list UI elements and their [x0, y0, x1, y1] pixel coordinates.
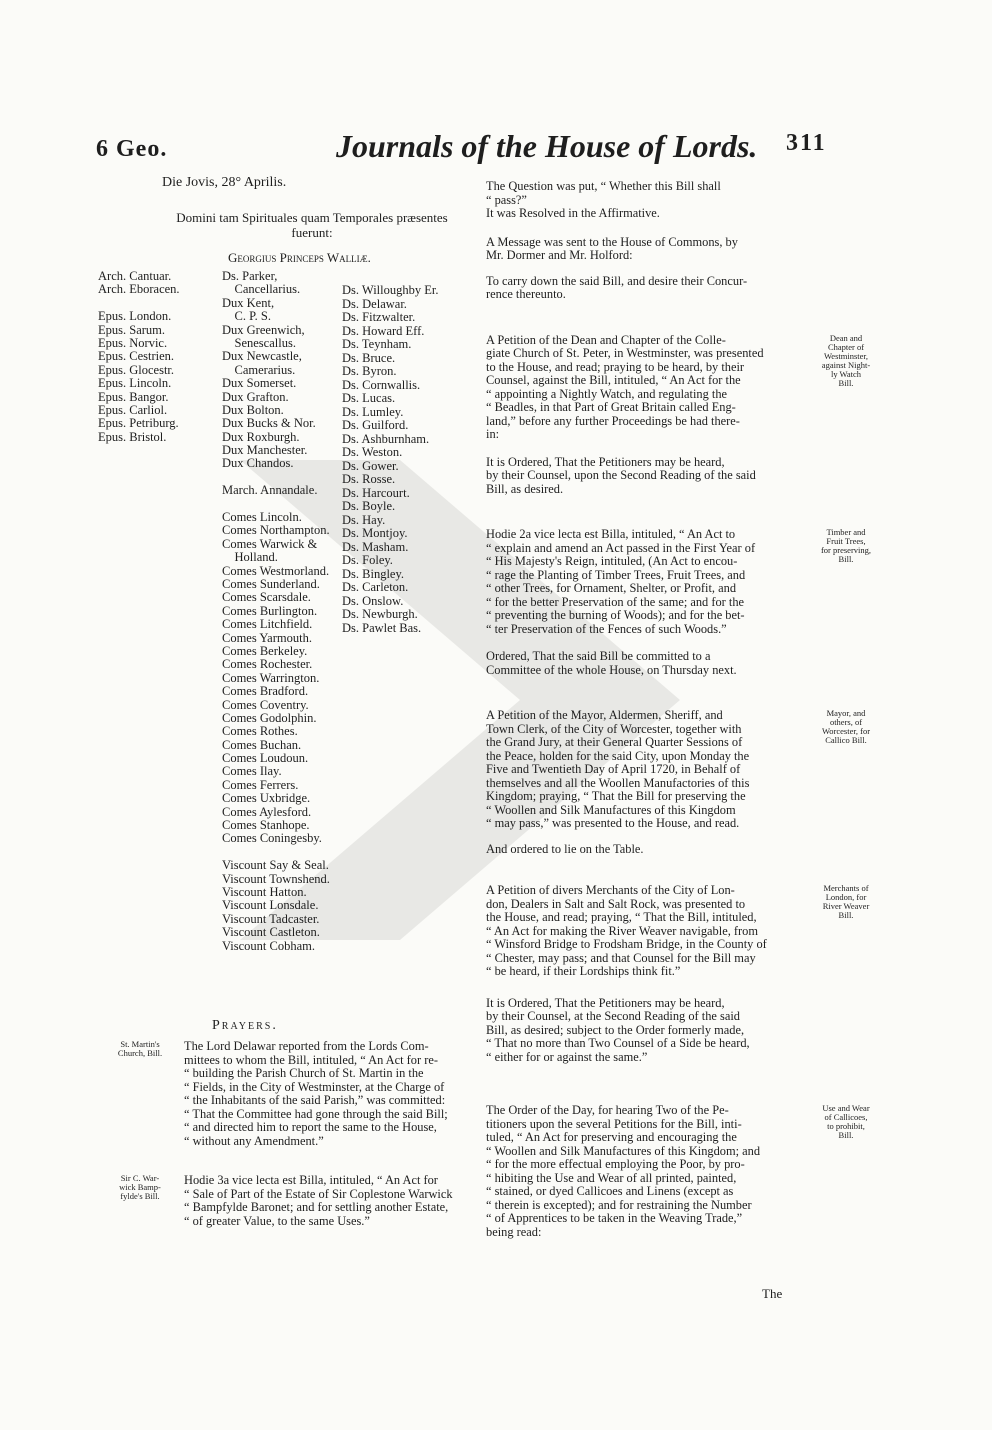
lord-name: Comes Berkeley. — [222, 643, 308, 658]
lord-name: Comes Litchfield. — [222, 617, 313, 632]
lord-name: Comes Coningesby. — [222, 831, 322, 846]
lord-name: Dux Grafton. — [222, 389, 289, 404]
lord-name: Viscount Townshend. — [222, 871, 330, 886]
prince-line: Georgius Princeps Walliæ. — [228, 250, 371, 265]
entry-line: The Order of the Day, for hearing Two of the Pe- — [486, 1103, 729, 1117]
entry-line: by their Counsel, at the Second Reading of the said — [486, 1009, 740, 1023]
entry-line: Ordered, That the said Bill be committed to a — [486, 649, 711, 663]
entry-line: Bill, as desired. — [486, 481, 564, 496]
entry-line: “ explain and amend an Act passed in the First Year of — [486, 540, 756, 555]
present-line-1: Domini tam Spirituales quam Temporales præsentes — [176, 210, 448, 225]
entry-line: A Petition of the Mayor, Aldermen, Sheriff, and — [486, 708, 723, 722]
margin-note-line: Bill. — [838, 554, 854, 564]
entry-line: being read: — [486, 1224, 542, 1239]
entry-line: Counsel, against the Bill, intituled, “ An Act for the — [486, 373, 741, 387]
lord-name: Viscount Cobham. — [222, 938, 315, 953]
lord-name: Dux Bucks & Nor. — [222, 416, 316, 431]
entry-line: A Petition of the Dean and Chapter of the Colle- — [486, 332, 726, 347]
margin-note-line: wick Bamp- — [119, 1182, 161, 1192]
entry-line: “ Chester, may pass; and that Counsel for the Bill may — [486, 950, 756, 965]
margin-note-line: Fruit Trees, — [826, 536, 866, 546]
margin-note-line: Church, Bill. — [117, 1048, 163, 1058]
margin-note-line: fylde's Bill. — [120, 1191, 160, 1201]
entry-line: “ be heard, if their Lordships think fit.” — [486, 964, 681, 978]
lord-name: Epus. Sarum. — [98, 322, 166, 337]
lord-name: Epus. Bristol. — [98, 429, 167, 444]
margin-note-line: others, of — [829, 717, 863, 727]
margin-note — [804, 334, 888, 388]
entry-line: The Lord Delawar reported from the Lords Com- — [184, 1039, 429, 1053]
entry-line: don, Dealers in Salt and Salt Rock, was presented to — [486, 896, 746, 911]
lord-name: Comes Northampton. — [222, 523, 330, 538]
entry-line: “ pass?” — [486, 192, 527, 207]
lord-name: Comes Loudoun. — [222, 751, 309, 766]
lord-name: C. P. S. — [222, 309, 271, 324]
lord-name: Ds. Carleton. — [342, 580, 409, 594]
margin-note-line: Use and Wear — [822, 1103, 870, 1113]
lord-name: Comes Warrington. — [222, 670, 320, 685]
lord-name: Dux Roxburgh. — [222, 429, 300, 444]
lord-name — [222, 498, 330, 511]
entry-line: “ Bampfylde Baronet; and for settling another Estate, — [184, 1200, 449, 1214]
entry-line: Bill, as desired; subject to the Order formerly made, — [486, 1022, 745, 1037]
entry-line: The Question was put, “ Whether this Bill shall — [486, 179, 721, 193]
lord-name: Ds. Howard Eff. — [342, 323, 425, 338]
lord-name: Comes Sunderland. — [222, 576, 320, 591]
lord-name: Dux Bolton. — [222, 402, 284, 417]
catchword: The — [762, 1286, 783, 1301]
lord-name: Epus. Lincoln. — [98, 376, 172, 391]
entry-line: Committee of the whole House, on Thursday next. — [486, 662, 737, 677]
entry-line: titioners upon the several Petitions for the Bill, inti- — [486, 1116, 742, 1131]
lord-name: Epus. Petriburg. — [98, 416, 179, 431]
lord-name: Ds. Boyle. — [342, 499, 396, 513]
lord-name: Comes Burlington. — [222, 603, 318, 618]
lords-column-temporal — [222, 270, 330, 953]
lord-name: Ds. Bingley. — [342, 566, 405, 581]
lord-name: Dux Chandos. — [222, 456, 294, 471]
entry-line: It is Ordered, That the Petitioners may be heard, — [486, 454, 725, 469]
lord-name: Ds. Bruce. — [342, 350, 396, 365]
lord-name: Dux Newcastle, — [222, 349, 302, 364]
sitting-heading — [162, 175, 462, 190]
lord-name: Epus. Cestrien. — [98, 349, 175, 364]
entry-line: “ Beadles, in that Part of Great Britain called Eng- — [486, 400, 736, 414]
lord-name: Comes Aylesford. — [222, 804, 312, 819]
entry-line: the Peace, holden for the said City, upon Monday the — [486, 748, 750, 763]
lord-name: Viscount Say & Seal. — [222, 858, 329, 873]
lord-name: Viscount Hatton. — [222, 884, 307, 899]
entry-line: Five and Twentieth Day of April 1720, in Behalf of — [486, 762, 741, 776]
margin-note-line: to prohibit, — [827, 1121, 865, 1131]
lord-name: Epus. Glocestr. — [98, 362, 175, 377]
entry-line: “ stained, or dyed Callicoes and Linens (except as — [486, 1184, 734, 1198]
prayers-heading: Prayers. — [212, 1018, 278, 1033]
lord-name: Comes Rochester. — [222, 657, 313, 672]
entry-line: Hodie 2a vice lecta est Billa, intituled, “ An Act to — [486, 527, 736, 541]
lord-name: Ds. Byron. — [342, 364, 397, 378]
margin-note-line: Mayor, and — [826, 708, 866, 718]
lord-name: Ds. Foley. — [342, 553, 393, 567]
lords-column-bishops — [98, 270, 180, 444]
lord-name: Ds. Onslow. — [342, 593, 404, 608]
margin-note-line: Timber and — [826, 527, 866, 537]
lord-name — [222, 471, 330, 484]
lord-name: Comes Coventry. — [222, 697, 309, 712]
lord-name: Ds. Delawar. — [342, 296, 407, 311]
lord-name: Ds. Pawlet Bas. — [342, 620, 422, 635]
lord-name — [222, 846, 330, 859]
entry-line: Hodie 3a vice lecta est Billa, intituled, “ An Act for — [184, 1173, 438, 1187]
entry-line: A Petition of divers Merchants of the City of Lon- — [486, 883, 735, 897]
margin-note — [804, 1104, 888, 1140]
entry-line: “ ter Preservation of the Fences of such Woods.” — [486, 621, 727, 636]
margin-note — [804, 528, 888, 564]
lord-name: Viscount Lonsdale. — [222, 898, 319, 913]
entry-line: “ Sale of Part of the Estate of Sir Coplestone Warwick — [184, 1186, 453, 1201]
entry-line: land,” before any further Proceedings be had there- — [486, 413, 740, 428]
entry-line: rence thereunto. — [486, 287, 566, 301]
entry-line: “ rage the Planting of Timber Trees, Fruit Trees, and — [486, 567, 746, 582]
entry-line: “ may pass,” was presented to the House, and read. — [486, 816, 740, 830]
margin-note-line: against Night- — [821, 359, 871, 370]
present-line — [162, 210, 462, 240]
lord-name — [98, 297, 180, 310]
margin-note-line: Chapter of — [827, 341, 865, 352]
page-number: 311 — [786, 130, 827, 156]
lord-name: Comes Westmorland. — [222, 563, 330, 578]
entry-line: A Message was sent to the House of Commons, by — [486, 234, 738, 249]
lord-name: Comes Ferrers. — [222, 777, 299, 792]
margin-note-line: Bill. — [838, 910, 854, 920]
margin-note — [98, 1174, 182, 1201]
lord-name: Ds. Newburgh. — [342, 607, 418, 621]
margin-note-line: ly Watch — [830, 368, 862, 379]
lord-name: Ds. Lucas. — [342, 391, 396, 405]
lord-name: Ds. Rosse. — [342, 472, 396, 486]
lord-name: Viscount Castleton. — [222, 925, 320, 940]
lord-name: Comes Buchan. — [222, 737, 302, 752]
lord-name: Senescallus. — [222, 335, 296, 350]
running-header-title: Journals of the House of Lords. — [336, 128, 758, 164]
lord-name: Comes Scarsdale. — [222, 590, 311, 605]
margin-note-line: Merchants of — [823, 883, 869, 893]
entry-line: “ of Apprentices to be taken in the Weaving Trade,” — [486, 1211, 743, 1225]
entry-line: “ Woollen and Silk Manufactures of this Kingdom — [486, 802, 736, 817]
entry-line: “ either for or against the same.” — [486, 1049, 648, 1064]
lord-name: Comes Godolphin. — [222, 710, 317, 725]
lord-name: Viscount Tadcaster. — [222, 911, 320, 926]
entry-line: “ That the Committee had gone through the said Bill; — [184, 1106, 448, 1121]
entry-line: “ appointing a Nightly Watch, and regulating the — [486, 386, 728, 401]
lord-name: Ds. Masham. — [342, 539, 409, 554]
margin-note-line: Sir C. War- — [120, 1173, 160, 1183]
entry-line: “ That no more than Two Counsel of a Side be heard, — [486, 1036, 750, 1050]
entry-line: Mr. Dormer and Mr. Holford: — [486, 248, 633, 262]
lord-name: Comes Uxbridge. — [222, 791, 311, 806]
margin-note-line: River Weaver — [822, 901, 870, 911]
lord-name: Arch. Eboracen. — [98, 282, 180, 297]
lord-name: Cancellarius. — [222, 282, 301, 297]
entry-line: It was Resolved in the Affirmative. — [486, 206, 660, 220]
lord-name: Comes Rothes. — [222, 724, 298, 739]
lord-name: Ds. Ashburnham. — [342, 431, 430, 446]
entry-line: by their Counsel, upon the Second Reading of the said — [486, 468, 756, 482]
margin-note-line: St. Martin's — [120, 1039, 160, 1049]
margin-note-line: Callico Bill. — [825, 735, 867, 745]
lord-name: Ds. Hay. — [342, 512, 386, 527]
lord-name: Epus. Carliol. — [98, 402, 168, 417]
margin-note — [804, 884, 888, 920]
entry-line: in: — [486, 427, 500, 441]
entry-line: tuled, “ An Act for preserving and encouraging the — [486, 1130, 737, 1144]
lord-name: Dux Manchester. — [222, 443, 308, 458]
entry-line: “ Woollen and Silk Manufactures of this Kingdom; and — [486, 1143, 761, 1158]
lord-name: Ds. Parker, — [222, 269, 278, 283]
lord-name: Comes Yarmouth. — [222, 630, 312, 645]
entry-line: “ for the better Preservation of the same; and for the — [486, 594, 745, 609]
entry-line: “ other Trees, for Ornament, Shelter, or Profit, and — [486, 581, 737, 595]
margin-note — [98, 1040, 182, 1058]
entry-line: “ Winsford Bridge to Frodsham Bridge, in the County of — [486, 937, 767, 951]
margin-note-line: Westminster, — [823, 350, 869, 361]
entry-line: “ His Majesty's Reign, intituled, (An Act to encou- — [486, 554, 738, 568]
lord-name: Ds. Weston. — [342, 445, 403, 459]
margin-note-line: Bill. — [838, 1130, 854, 1140]
margin-note-line: of Callicoes, — [824, 1112, 868, 1122]
entry-line: “ Fields, in the City of Westminster, at the Charge of — [184, 1079, 445, 1094]
entry-line: themselves and all the Woollen Manufactories of this — [486, 775, 750, 790]
entry-line: It is Ordered, That the Petitioners may be heard, — [486, 995, 725, 1010]
lord-name: Comes Warwick & — [222, 536, 318, 551]
lord-name: March. Annandale. — [222, 483, 318, 498]
entry-line: To carry down the said Bill, and desire their Concur- — [486, 273, 748, 288]
lord-name: Holland. — [222, 550, 278, 565]
lord-name: Ds. Gower. — [342, 458, 399, 473]
entry-line: “ building the Parish Church of St. Martin in the — [184, 1066, 424, 1080]
entry-line: “ therein is excepted); and for restraining the Number — [486, 1197, 752, 1212]
lord-name: Ds. Harcourt. — [342, 485, 410, 500]
entry-line: giate Church of St. Peter, in Westminster, was presented — [486, 346, 764, 360]
lord-name: Dux Kent, — [222, 295, 275, 310]
lord-name: Comes Ilay. — [222, 764, 282, 779]
margin-note-line: Worcester, for — [821, 726, 871, 736]
lord-name: Ds. Montjoy. — [342, 526, 408, 540]
running-header-left: 6 Geo. — [96, 136, 168, 162]
lord-name: Epus. Norvic. — [98, 335, 168, 350]
margin-note-line: Dean and — [829, 332, 863, 343]
lord-name: Epus. Bangor. — [98, 389, 169, 404]
lord-name: Dux Greenwich, — [222, 322, 305, 337]
lord-name: Comes Bradford. — [222, 684, 309, 699]
entry-line: Town Clerk, of the City of Worcester, together with — [486, 721, 742, 736]
sitting-date: Die Jovis, 28° Aprilis. — [162, 175, 287, 190]
entry-line: mittees to whom the Bill, intituled, “ An Act for re- — [184, 1052, 438, 1067]
entry-line: to the House, and read; praying to be heard, by their — [486, 359, 745, 374]
margin-note-line: London, for — [825, 892, 867, 902]
entry-line: “ of greater Value, to the same Uses.” — [184, 1213, 370, 1228]
entry-line: And ordered to lie on the Table. — [486, 841, 644, 856]
entry-line: “ preventing the burning of Woods); and for the bet- — [486, 608, 745, 622]
entry-line: the Grand Jury, at their General Quarter Sessions of — [486, 735, 743, 749]
entry-line: “ for the more effectual employing the Poor, by pro- — [486, 1157, 745, 1171]
lord-name: Ds. Cornwallis. — [342, 377, 421, 392]
entry-line: “ the Inhabitants of the said Parish,” was committed: — [184, 1093, 446, 1107]
lord-name: Comes Lincoln. — [222, 510, 302, 525]
margin-note-line: for preserving, — [820, 545, 872, 555]
lord-name: Ds. Willoughby Er. — [342, 283, 439, 297]
margin-note-line: Bill. — [838, 377, 854, 388]
entry-line: the House, and read; praying, “ That the Bill, intituled, — [486, 910, 757, 924]
lord-name: Ds. Teynham. — [342, 337, 412, 351]
lords-column-barons — [342, 284, 439, 635]
lord-name: Camerarius. — [222, 362, 296, 377]
entry-line: “ An Act for making the River Weaver navigable, from — [486, 923, 758, 938]
entry-line: “ and directed him to report the same to the House, — [184, 1120, 437, 1134]
lord-name: Ds. Lumley. — [342, 404, 404, 419]
lord-name: Dux Somerset. — [222, 376, 297, 391]
entry-line: “ hibiting the Use and Wear of all printed, painted, — [486, 1170, 737, 1185]
lord-name: Ds. Guilford. — [342, 418, 409, 432]
entry-line: “ without any Amendment.” — [184, 1133, 324, 1148]
entry-line: Kingdom; praying, “ That the Bill for preserving the — [486, 789, 746, 803]
lord-name: Ds. Fitzwalter. — [342, 310, 416, 324]
present-line-2: fuerunt: — [291, 225, 333, 240]
lord-name: Comes Stanhope. — [222, 818, 310, 833]
lord-name: Epus. London. — [98, 309, 172, 324]
margin-note — [804, 709, 888, 745]
lord-name: Arch. Cantuar. — [98, 269, 172, 283]
